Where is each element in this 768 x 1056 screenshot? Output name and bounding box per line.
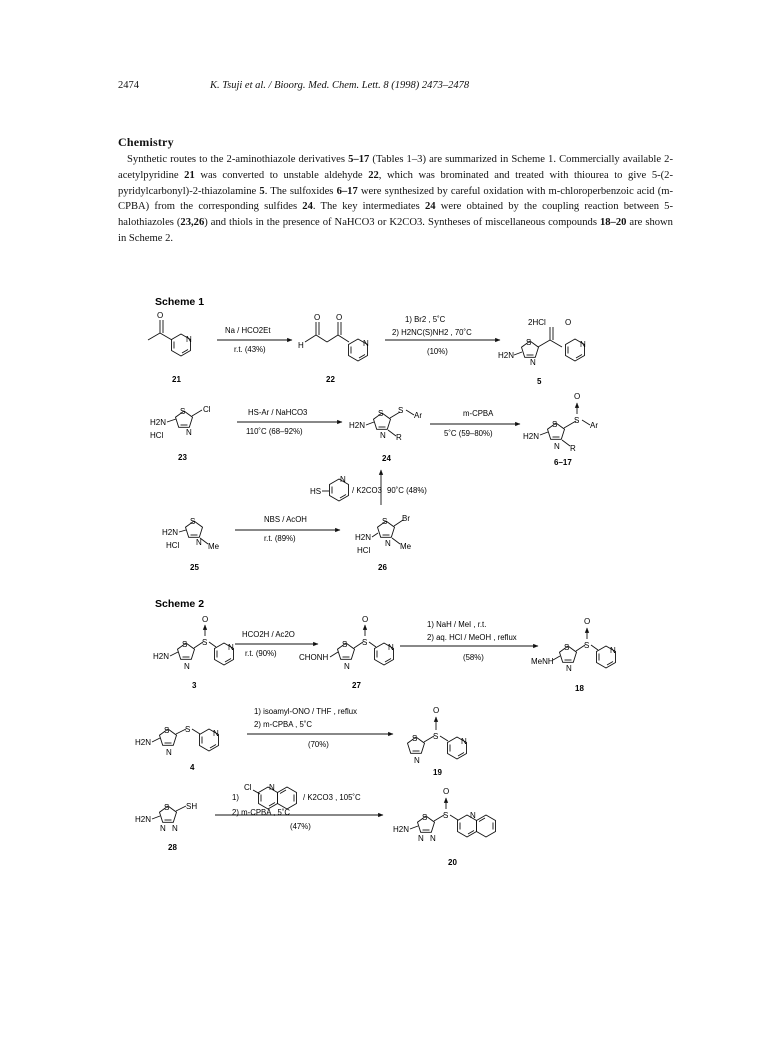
svg-text:N: N [385, 539, 391, 548]
svg-text:Br: Br [402, 514, 410, 523]
svg-text:/ K2CO3 , 105˚C: / K2CO3 , 105˚C [303, 793, 361, 802]
label-20: 20 [448, 858, 457, 867]
svg-text:2) m-CPBA , 5˚C: 2) m-CPBA , 5˚C [232, 808, 291, 817]
svg-text:R: R [396, 433, 402, 442]
svg-text:(70%): (70%) [308, 740, 329, 749]
svg-text:S: S [526, 338, 532, 347]
svg-text:S: S [182, 640, 188, 649]
svg-text:N: N [580, 340, 586, 349]
label-24: 24 [382, 454, 391, 463]
svg-text:H2N: H2N [135, 815, 152, 824]
svg-text:H2N: H2N [393, 825, 410, 834]
svg-text:S: S [443, 811, 449, 820]
svg-text:O: O [443, 787, 450, 796]
svg-text:N: N [213, 729, 219, 738]
compound-22 [298, 313, 369, 384]
svg-text:HCl: HCl [357, 546, 371, 555]
svg-text:1) isoamyl-ONO / THF , reflu: 1) isoamyl-ONO / THF , reflux [254, 707, 357, 716]
svg-text:S: S [412, 734, 418, 743]
svg-text:2HCl: 2HCl [528, 318, 546, 327]
svg-text:N: N [414, 756, 420, 765]
svg-text:O: O [362, 615, 369, 624]
svg-text:HCl: HCl [150, 431, 164, 440]
svg-text:r.t. (43%): r.t. (43%) [234, 345, 266, 354]
svg-text:O: O [433, 706, 440, 715]
svg-text:H2N: H2N [355, 533, 372, 542]
svg-text:N: N [363, 339, 369, 348]
svg-text:2) aq. HCl / MeOH , reflux: 2) aq. HCl / MeOH , reflux [427, 633, 517, 642]
label-4: 4 [190, 763, 195, 772]
svg-text:O: O [565, 318, 572, 327]
label-26: 26 [378, 563, 387, 572]
svg-text:O: O [574, 392, 581, 401]
svg-text:Ar: Ar [414, 411, 422, 420]
label-6-17: 6–17 [554, 458, 572, 467]
svg-text:S: S [382, 517, 388, 526]
svg-text:1): 1) [232, 793, 239, 802]
compound-27 [299, 615, 394, 690]
reaction-arrow-8 [400, 620, 538, 662]
svg-text:S: S [185, 725, 191, 734]
svg-text:HCl: HCl [166, 541, 180, 550]
svg-text:HS-Ar / NaHCO3: HS-Ar / NaHCO3 [248, 408, 308, 417]
svg-text:S: S [433, 732, 439, 741]
compound-25 [162, 517, 220, 572]
reaction-arrow-5 [310, 470, 427, 505]
label-19: 19 [433, 768, 442, 777]
svg-text:N: N [388, 643, 394, 652]
svg-text:N: N [610, 646, 616, 655]
compound-19 [408, 706, 468, 777]
svg-text:S: S [574, 416, 580, 425]
svg-text:N: N [228, 643, 234, 652]
svg-text:H2N: H2N [153, 652, 170, 661]
svg-text:O: O [584, 617, 591, 626]
svg-text:HS: HS [310, 487, 322, 496]
svg-text:S: S [164, 803, 170, 812]
svg-text:Cl: Cl [244, 783, 252, 792]
svg-text:H2N: H2N [349, 421, 366, 430]
compound-5 [498, 318, 586, 386]
reaction-arrow-2 [385, 315, 500, 356]
svg-text:(10%): (10%) [427, 347, 448, 356]
svg-text:N: N [530, 358, 536, 367]
compound-3 [153, 615, 234, 690]
svg-text:N: N [380, 431, 386, 440]
svg-text:N: N [196, 538, 202, 547]
svg-text:90˚C (48%): 90˚C (48%) [387, 486, 427, 495]
svg-text:N: N [186, 428, 192, 437]
svg-text:2) H2NC(S)NH2 , 70˚C: 2) H2NC(S)NH2 , 70˚C [392, 328, 472, 337]
svg-text:CHONH: CHONH [299, 653, 329, 662]
scheme2-title: Scheme 2 [155, 598, 205, 610]
label-5: 5 [537, 377, 542, 386]
page-number: 2474 [118, 80, 139, 91]
svg-text:S: S [552, 420, 558, 429]
svg-text:Cl: Cl [203, 405, 211, 414]
svg-text:HCO2H / Ac2O: HCO2H / Ac2O [242, 630, 295, 639]
svg-text:1) Br2 , 5˚C: 1) Br2 , 5˚C [405, 315, 446, 324]
reaction-arrow-10 [215, 783, 383, 831]
compound-20 [393, 787, 496, 867]
label-22: 22 [326, 375, 335, 384]
svg-text:N: N [566, 664, 572, 673]
reaction-arrow-3 [237, 408, 342, 436]
label-23: 23 [178, 453, 187, 462]
svg-text:N: N [160, 824, 166, 833]
svg-text:H2N: H2N [162, 528, 179, 537]
svg-text:O: O [314, 313, 321, 322]
reaction-arrow-6 [235, 515, 340, 543]
svg-text:H: H [298, 341, 304, 350]
svg-text:S: S [564, 643, 570, 652]
svg-text:r.t. (90%): r.t. (90%) [245, 649, 277, 658]
svg-text:S: S [378, 409, 384, 418]
svg-text:Me: Me [400, 542, 412, 551]
svg-text:H2N: H2N [523, 432, 540, 441]
svg-text:R: R [570, 444, 576, 453]
svg-text:H2N: H2N [135, 738, 152, 747]
svg-text:N: N [470, 811, 476, 820]
svg-text:Me: Me [208, 542, 220, 551]
journal-citation: K. Tsuji et al. / Bioorg. Med. Chem. Lett. 8 (1998) 2473–2478 [210, 80, 470, 91]
scheme1-title: Scheme 1 [155, 296, 205, 308]
svg-text:/ K2CO3: / K2CO3 [352, 486, 382, 495]
svg-text:H2N: H2N [498, 351, 515, 360]
svg-text:S: S [422, 813, 428, 822]
svg-text:N: N [430, 834, 436, 843]
compound-26 [355, 514, 412, 572]
svg-text:S: S [164, 726, 170, 735]
svg-text:N: N [166, 748, 172, 757]
body-paragraph: Synthetic routes to the 2-aminothiazole derivatives 5–17 (Tables 1–3) are summarized in Scheme 1. Commercially available 2-acetylpyridine 21 was converted to unstable aldehyde 22, which was brominated and treated with thiourea to give 5-(2-pyridylcarbonyl)-2-thiazolamine 5. The sulfoxides 6–17 were synthesized by careful oxidation with m-chloroperbenzoic acid (m-CPBA) from the corresponding sulfides 24. The key intermediates 24 were obtained by the coupling reaction between 5-halothiazoles (23,26) and thiols in the presence of NaHCO3 or K2CO3. Syntheses of miscellaneous compounds 18–20 are shown in Scheme 2. [118, 154, 674, 244]
svg-text:5˚C (59–80%): 5˚C (59–80%) [444, 429, 493, 438]
label-18: 18 [575, 684, 584, 693]
svg-text:S: S [362, 638, 368, 647]
svg-text:S: S [202, 638, 208, 647]
svg-text:m-CPBA: m-CPBA [463, 409, 494, 418]
svg-text:NBS / AcOH: NBS / AcOH [264, 515, 307, 524]
compound-24 [349, 406, 422, 463]
section-title: Chemistry [118, 135, 174, 149]
svg-text:(47%): (47%) [290, 822, 311, 831]
svg-text:Ar: Ar [590, 421, 598, 430]
svg-text:N: N [554, 442, 560, 451]
compound-28 [135, 802, 197, 852]
label-3: 3 [192, 681, 197, 690]
label-25: 25 [190, 563, 199, 572]
svg-text:N: N [186, 335, 192, 344]
svg-text:MeNH: MeNH [531, 657, 554, 666]
svg-text:2) m-CPBA , 5˚C: 2) m-CPBA , 5˚C [254, 720, 313, 729]
svg-text:110˚C (68–92%): 110˚C (68–92%) [246, 427, 303, 436]
svg-text:r.t. (89%): r.t. (89%) [264, 534, 296, 543]
svg-text:O: O [336, 313, 343, 322]
svg-text:1) NaH / MeI , r.t.: 1) NaH / MeI , r.t. [427, 620, 487, 629]
svg-text:N: N [340, 475, 346, 484]
compound-23 [150, 405, 211, 462]
reaction-arrow-1 [217, 326, 292, 354]
svg-text:Na / HCO2Et: Na / HCO2Et [225, 326, 271, 335]
svg-text:N: N [418, 834, 424, 843]
compound-4 [135, 725, 219, 772]
label-21: 21 [172, 375, 181, 384]
label-27: 27 [352, 681, 361, 690]
svg-text:N: N [344, 662, 350, 671]
reaction-arrow-4 [430, 409, 520, 438]
svg-text:N: N [269, 783, 275, 792]
svg-text:S: S [398, 406, 404, 415]
svg-text:SH: SH [186, 802, 198, 811]
svg-text:N: N [172, 824, 178, 833]
svg-text:S: S [190, 517, 196, 526]
svg-text:O: O [157, 311, 164, 320]
compound-18 [531, 617, 616, 693]
svg-text:N: N [184, 662, 190, 671]
label-28: 28 [168, 843, 177, 852]
svg-text:H2N: H2N [150, 418, 167, 427]
reaction-arrow-9 [247, 707, 393, 749]
compound-6-17 [523, 392, 598, 467]
svg-text:O: O [202, 615, 209, 624]
svg-text:S: S [180, 407, 186, 416]
compound-21 [148, 311, 192, 384]
svg-text:S: S [342, 640, 348, 649]
svg-text:(58%): (58%) [463, 653, 484, 662]
svg-text:N: N [461, 737, 467, 746]
svg-text:S: S [584, 641, 590, 650]
